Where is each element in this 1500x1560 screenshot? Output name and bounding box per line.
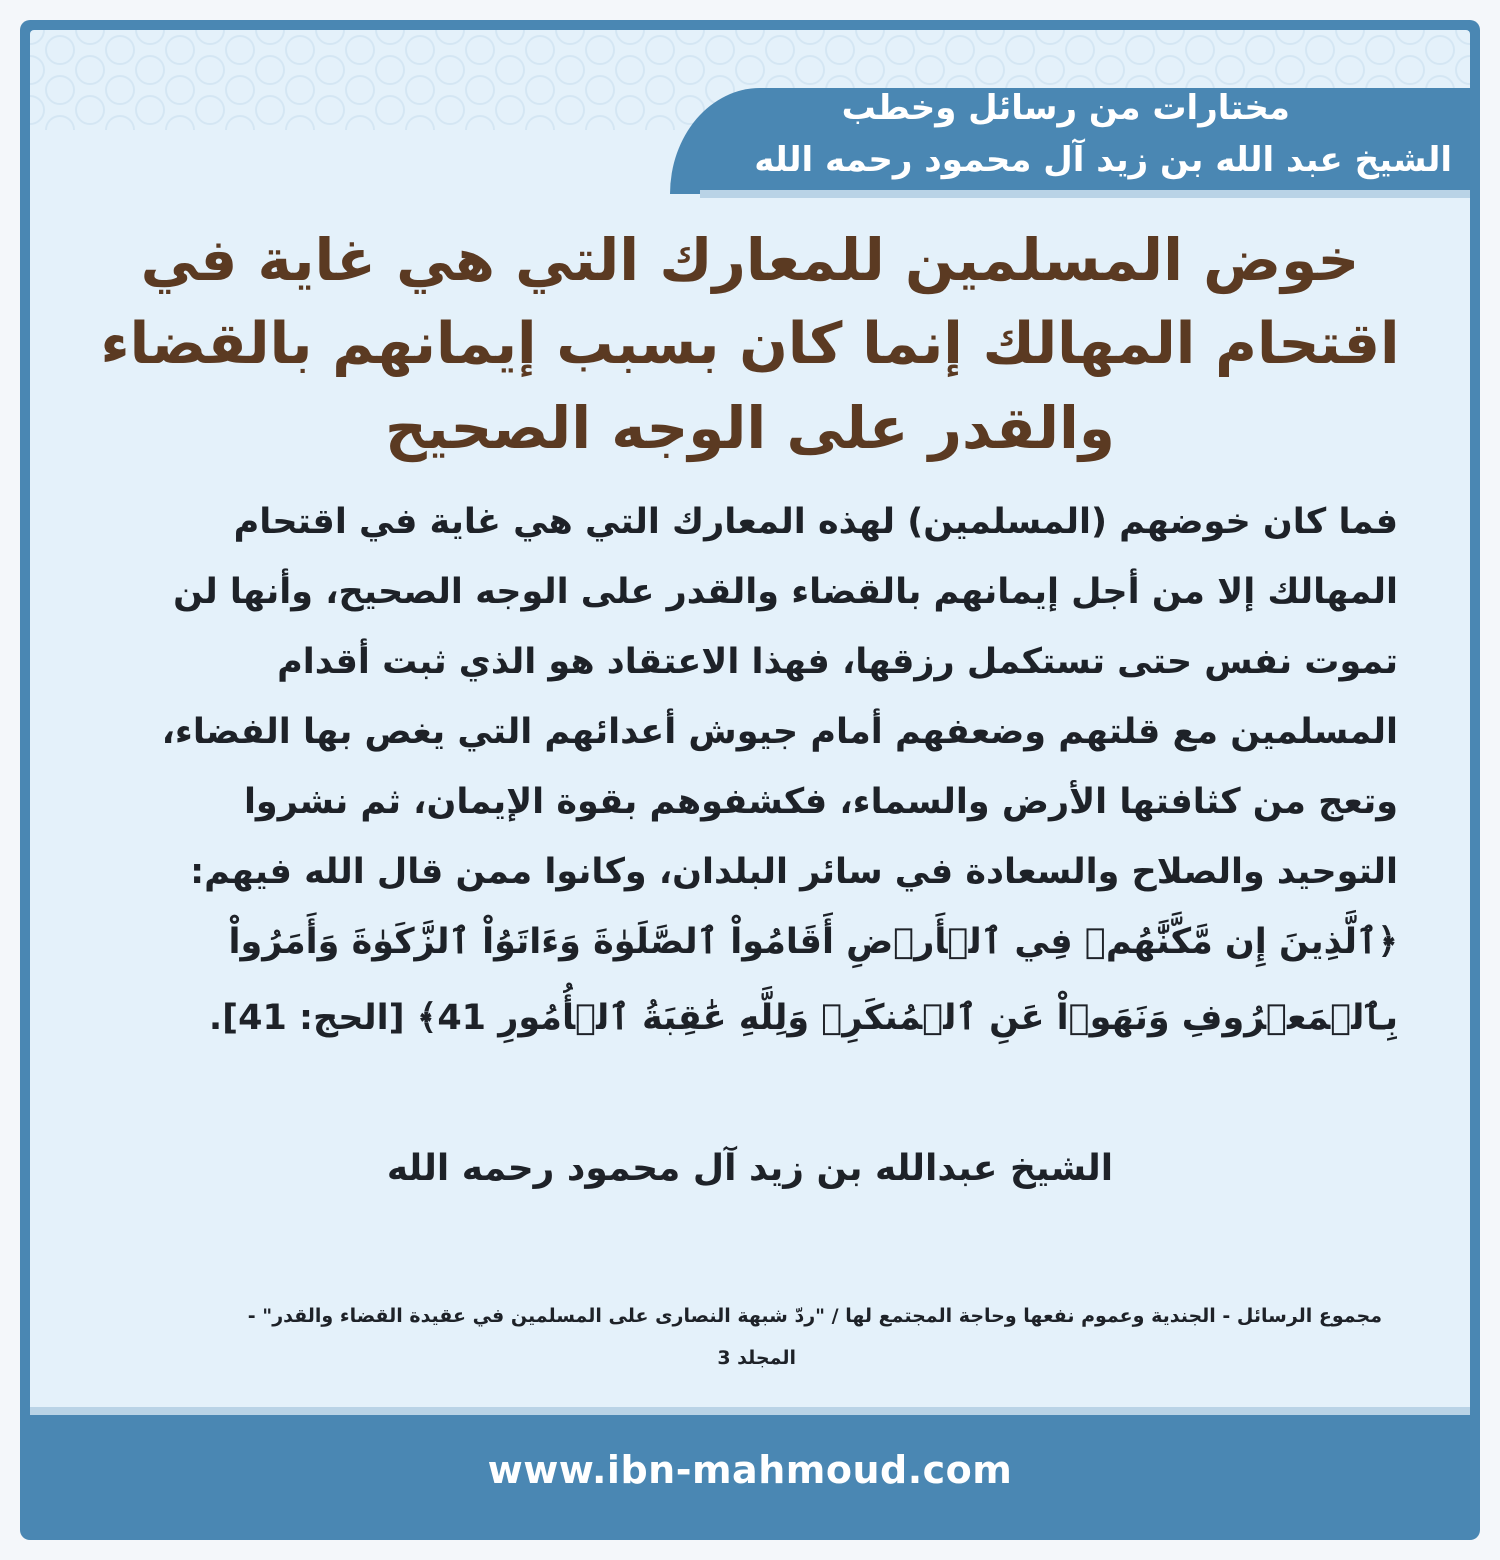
header-author: الشيخ عبد الله بن زيد آل محمود رحمه الله — [754, 140, 1452, 180]
quran-verse-line: بِٱلۡمَعۡرُوفِ وَنَهَوۡاْ عَنِ ٱلۡمُنكَرِۗ وَلِلَّهِ عَٰقِبَةُ ٱلۡأُمُورِ 41﴾ [الحج: 41]. — [208, 998, 1398, 1038]
source-citation: مجموع الرسائل - الجندية وعموم نفعها وحاجة المجتمع لها / "ردّ شبهة النصارى على المسلمين في عقيدة القضاء والقدر" - — [247, 1305, 1382, 1327]
body-text-line: المهالك إلا من أجل إيمانهم بالقضاء والقدر على الوجه الصحيح، وأنها لن — [173, 572, 1398, 612]
header-series-title: مختارات من رسائل وخطب — [841, 88, 1290, 128]
website-link[interactable]: www.ibn-mahmoud.com — [487, 1448, 1013, 1492]
article-title-line: اقتحام المهالك إنما كان بسبب إيمانهم بالقضاء — [100, 311, 1400, 377]
article-title-line: والقدر على الوجه الصحيح — [385, 394, 1115, 462]
quran-verse-line: ﴿ٱلَّذِينَ إِن مَّكَّنَّٰهُمۡ فِي ٱلۡأَرۡضِ أَقَامُواْ ٱلصَّلَوٰةَ وَءَاتَوُاْ ٱلزَّكَوٰةَ وَأَمَرُواْ — [228, 922, 1398, 962]
source-volume: المجلد 3 — [717, 1347, 796, 1369]
body-text-line: وتعج من كثافتها الأرض والسماء، فكشفوهم بقوة الإيمان، ثم نشروا — [243, 782, 1398, 822]
body-text-line: المسلمين مع قلتهم وضعفهم أمام جيوش أعدائهم التي يغص بها الفضاء، — [161, 712, 1398, 752]
article-title-line: خوض المسلمين للمعارك التي هي غاية في — [140, 226, 1360, 294]
signature: الشيخ عبدالله بن زيد آل محمود رحمه الله — [386, 1148, 1114, 1189]
body-text-line: فما كان خوضهم (المسلمين) لهذه المعارك التي هي غاية في اقتحام — [233, 502, 1398, 542]
header-banner-shadow — [700, 190, 1470, 198]
body-text-line: التوحيد والصلاح والسعادة في سائر البلدان، وكانوا ممن قال الله فيهم: — [190, 852, 1398, 892]
footer-separator — [30, 1407, 1470, 1415]
body-text-line: تموت نفس حتى تستكمل رزقها، فهذا الاعتقاد هو الذي ثبت أقدام — [277, 642, 1398, 682]
